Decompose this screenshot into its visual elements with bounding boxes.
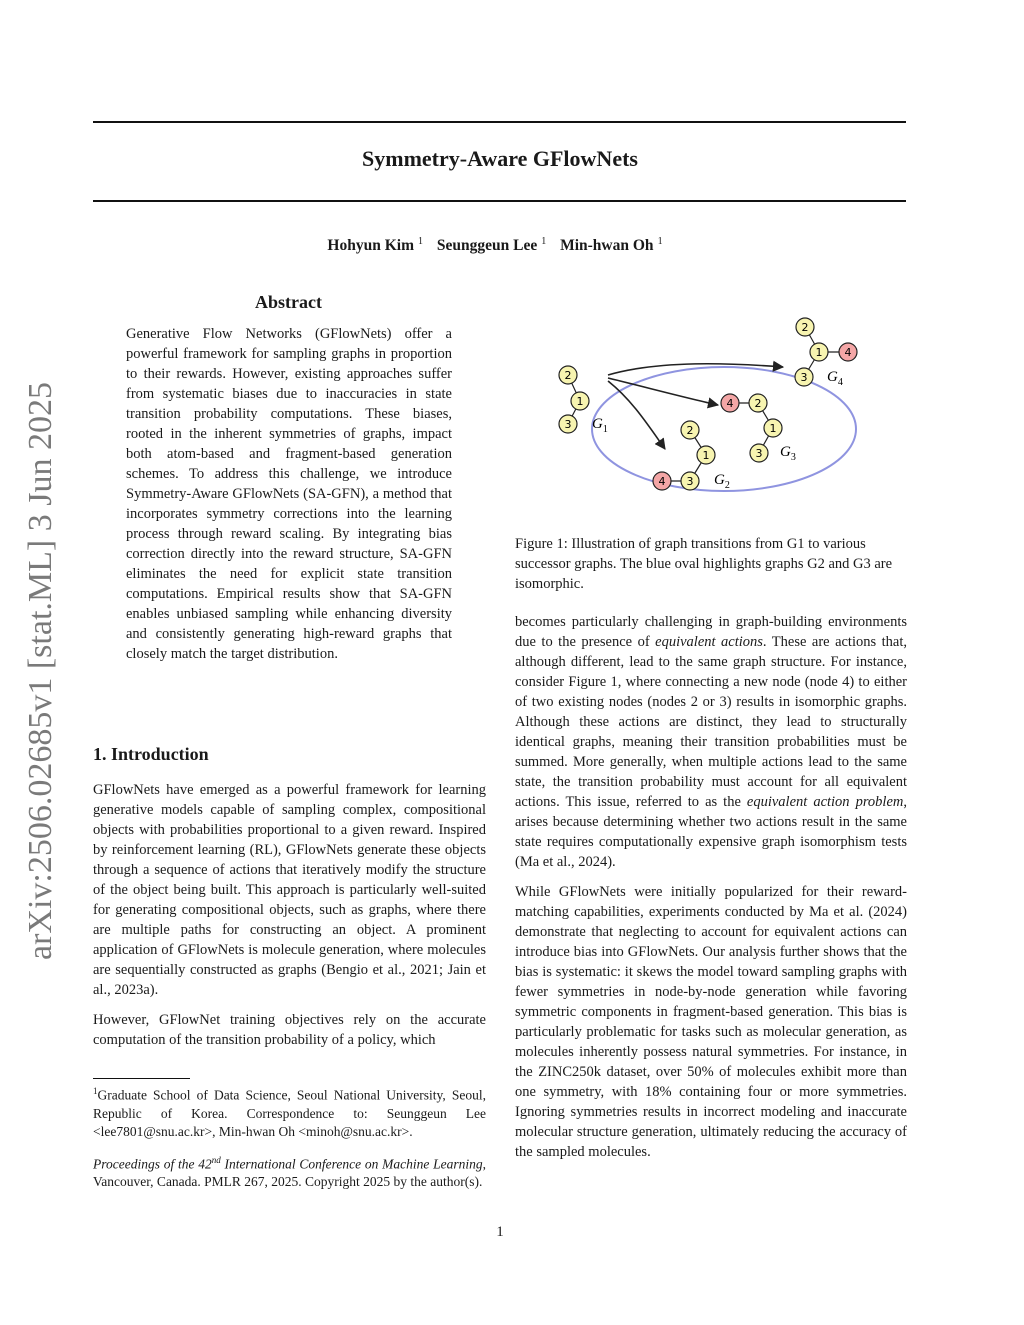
graph-subscript: 3	[790, 452, 796, 463]
node-label: 4	[844, 346, 852, 359]
graph-transition-figure	[540, 305, 880, 495]
node-label: 2	[686, 424, 694, 437]
graph-letter: G	[714, 472, 725, 488]
node-label: 2	[754, 397, 762, 410]
paragraph: While GFlowNets were initially popularized for their reward-matching capabilities, experiments conducted by Ma et al. (2024) demonstrate that neglecting to account for equivalent actions can introduce bias into GFlowNets. Our analysis further shows that the bias is systematic: it skews the model toward sampling graphs with fewer symmetries in node-by-node generation while favoring symmetric components in fragment-based generation. This bias is particularly problematic for tasks such as molecular generation, as molecules inherently possess natural symmetries. For instance, in the ZINC250k dataset, over 50% of molecules exhibit more than one symmetry, with 18% containing four or more symmetries. Ignoring symmetries results in incorrect modeling and inaccurate molecular structure generation, ultimately reducing the accuracy of the sampled molecules.	[515, 884, 907, 1160]
graph-subscript: 4	[837, 377, 843, 388]
left-column	[93, 780, 486, 1060]
paper-title: Symmetry-Aware GFlowNets	[362, 146, 638, 171]
graph-subscript: 2	[724, 480, 730, 491]
title-bottom-rule	[93, 200, 906, 202]
conference-number: 42	[198, 1156, 212, 1171]
author-name: Min-hwan Oh	[560, 237, 654, 255]
conference-ordinal: nd	[211, 1154, 221, 1165]
transition-arrow	[608, 378, 718, 405]
emphasis: equivalent action problem	[746, 794, 904, 810]
emphasis: equivalent actions	[655, 634, 763, 650]
node-label: 4	[658, 475, 666, 488]
footnote-mark: 1	[93, 1086, 98, 1096]
affiliation-footnote	[93, 1082, 486, 1141]
paragraph-text: , arises because determining whether two actions result in the same state requires computationally expensive graph isomorphism tests (Ma et al., 2024).	[515, 794, 907, 870]
graph-letter: G	[827, 369, 838, 385]
graph-letter: G	[592, 416, 603, 432]
proceedings-note	[93, 1151, 486, 1192]
affiliation-mark: 1	[657, 236, 663, 247]
node-label: 3	[755, 447, 763, 460]
graph-label	[592, 416, 608, 435]
footnote	[93, 1082, 486, 1201]
node-label: 3	[686, 475, 694, 488]
node-label: 3	[564, 418, 572, 431]
transition-arrow	[608, 381, 665, 449]
graph-g2	[653, 421, 730, 491]
graph-subscript: 1	[602, 424, 608, 435]
graph-g4	[795, 318, 857, 388]
abstract-heading: Abstract	[255, 292, 322, 312]
figure-caption: Figure 1: Illustration of graph transitions from G1 to various successor graphs. The blue oval highlights graphs G2 and G3 are isomorphic.	[515, 536, 893, 592]
proceedings-lead: Proceedings of the	[93, 1156, 199, 1171]
graph-label	[714, 472, 730, 491]
footnote-text: Graduate School of Data Science, Seoul National University, Seoul, Republic of Korea. Correspondence to: Seunggeun Lee <lee7801@snu.ac.kr>, Min-hwan Oh <minoh@snu.ac.kr>.	[93, 1087, 486, 1139]
conference-name: International Conference on Machine Learning	[220, 1156, 483, 1171]
node-label: 2	[564, 369, 572, 382]
author-name: Hohyun Kim	[327, 237, 414, 255]
top-rule	[93, 121, 906, 123]
graph-g1	[559, 366, 608, 435]
node-label: 2	[801, 321, 809, 334]
affiliation-mark: 1	[541, 236, 547, 247]
author-name: Seunggeun Lee	[436, 237, 538, 255]
section-heading: 1. Introduction	[93, 744, 209, 764]
graph-letter: G	[780, 444, 791, 460]
graph-label	[780, 444, 796, 463]
node-label: 1	[576, 395, 584, 408]
paragraph-text: becomes particularly challenging in graph-building environments due to the presence of	[515, 614, 907, 650]
footnote-rule	[93, 1078, 190, 1079]
node-label: 4	[726, 397, 734, 410]
node-label: 1	[769, 422, 777, 435]
node-label: 3	[800, 371, 808, 384]
graph-g3	[721, 394, 796, 463]
graph-label	[827, 369, 843, 388]
paragraph-text: . These are actions that, although different, lead to the same graph structure. For instance, consider Figure 1, where connecting a new node (node 4) to either of two existing nodes (nodes 2 or 3) results in isomorphic graphs. Although these actions are distinct, they lead to structurally identical graphs, meaning their transition probabilities must be summed. More generally, when multiple actions lead to the same state, the transition probability must account for all equivalent actions. This issue, referred to as the	[515, 634, 907, 810]
arxiv-sidebar-stamp: arXiv:2506.02685v1 [stat.ML] 3 Jun 2025	[22, 382, 59, 960]
author-list	[0, 236, 1000, 255]
node-label: 1	[815, 346, 823, 359]
paragraph: GFlowNets have emerged as a powerful framework for learning generative models capable of sampling complex, compositional objects with probabilities proportional to a given reward. Inspired by reinforcement learning (RL), GFlowNets generate these objects through a sequence of actions that iteratively modify the structure of the object being built. This approach is particularly well-suited for generating compositional objects, such as graphs, where there are multiple paths for constructing an object. A prominent application of GFlowNets is molecule generation, where molecules are sequentially constructed as graphs (Bengio et al., 2021; Jain et al., 2023a).	[93, 782, 486, 998]
paragraph: However, GFlowNet training objectives rely on the accurate computation of the transition probability of a policy, which	[93, 1012, 486, 1048]
page-number: 1	[496, 1224, 504, 1240]
abstract-text: Generative Flow Networks (GFlowNets) offer a powerful framework for sampling graphs in proportion to their rewards. However, existing approaches suffer from systematic biases due to inaccuracies in state transition probability computations. These biases, rooted in the inherent symmetries of graphs, impact both atom-based and fragment-based generation schemes. To address this challenge, we introduce Symmetry-Aware GFlowNets (SA-GFN), a method that incorporates symmetry corrections into the learning process through reward scaling. By integrating bias correction directly into the reward structure, SA-GFN eliminates the need for explicit state transition computations. Empirical results show that SA-GFN enables unbiased sampling while enhancing diversity and consistently generating high-reward graphs that closely match the target distribution.	[126, 326, 452, 662]
node-label: 1	[702, 449, 710, 462]
paragraph	[515, 612, 907, 872]
affiliation-mark: 1	[418, 236, 423, 247]
right-column	[515, 612, 907, 1172]
proceedings-rest: , Vancouver, Canada. PMLR 267, 2025. Copyright 2025 by the author(s).	[93, 1156, 486, 1189]
